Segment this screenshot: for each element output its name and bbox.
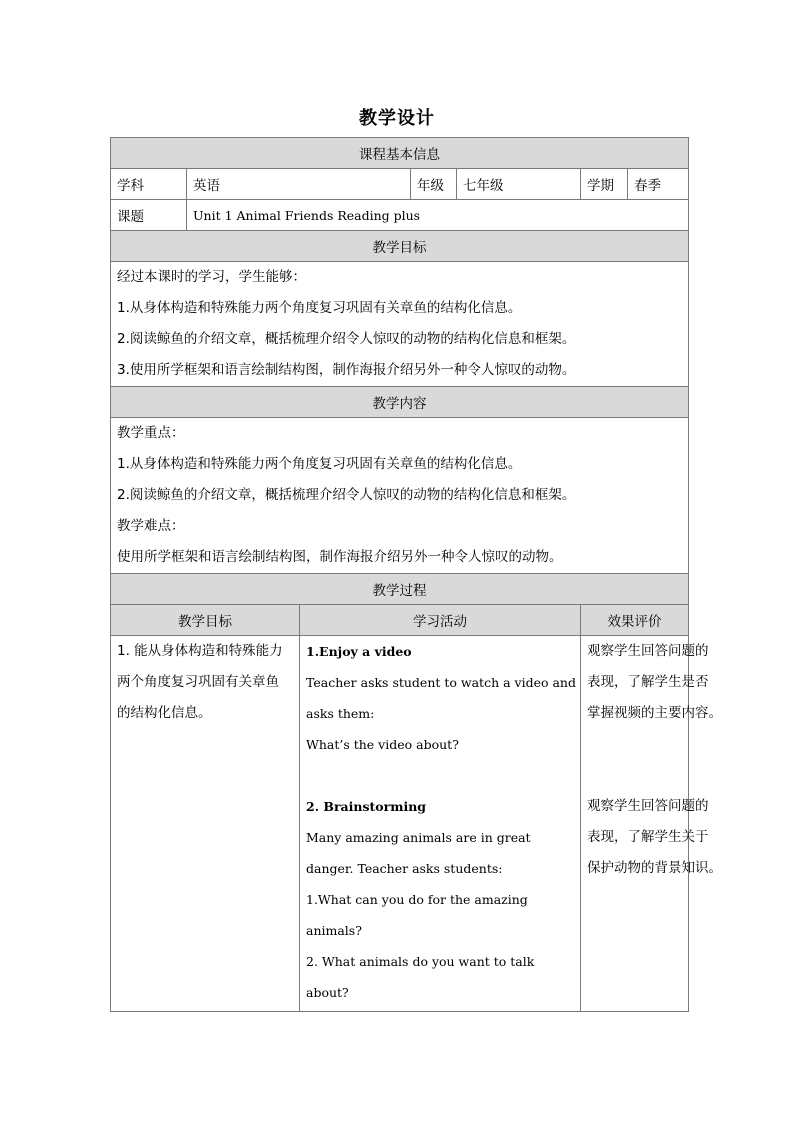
- evaluation-line: 观察学生回答问题的: [587, 798, 709, 814]
- activity-title: 2. Brainstorming: [306, 799, 427, 814]
- subject-value: 英语: [187, 169, 411, 200]
- activity-line: danger. Teacher asks students:: [306, 861, 503, 876]
- objectives-intro: 经过本课时的学习，学生能够：: [117, 269, 306, 285]
- difficult-point-item: 使用所学框架和语言绘制结构图，制作海报介绍另外一种令人惊叹的动物。: [117, 549, 563, 565]
- difficult-points-label: 教学难点：: [117, 518, 185, 534]
- goal-line: 的结构化信息。: [117, 705, 212, 721]
- section-header-objectives: 教学目标: [111, 231, 689, 262]
- objectives-cell: [111, 262, 689, 387]
- grade-label: 年级: [411, 169, 457, 200]
- spacer: [306, 760, 574, 791]
- topic-label: 课题: [111, 200, 187, 231]
- lesson-plan-table: [110, 137, 722, 1012]
- section-header-basic-info: 课程基本信息: [111, 138, 689, 169]
- key-point-item: 1.从身体构造和特殊能力两个角度复习巩固有关章鱼的结构化信息。: [117, 456, 522, 472]
- activity-line: 2. What animals do you want to talk: [306, 954, 535, 969]
- evaluation-line: 保护动物的背景知识。: [587, 860, 722, 876]
- document-title: 教学设计: [359, 108, 435, 129]
- goal-line: 两个角度复习巩固有关章鱼: [117, 674, 279, 690]
- activity-line: What’s the video about?: [306, 737, 459, 752]
- spacer: [587, 729, 682, 760]
- process-activity-cell: [300, 636, 581, 1012]
- key-point-item: 2.阅读鲸鱼的介绍文章，概括梳理介绍令人惊叹的动物的结构化信息和框架。: [117, 487, 576, 503]
- activity-line: asks them:: [306, 706, 375, 721]
- evaluation-line: 表现，了解学生是否: [587, 674, 709, 690]
- activity-line: Teacher asks student to watch a video and: [306, 675, 576, 690]
- topic-value: Unit 1 Animal Friends Reading plus: [187, 200, 689, 231]
- activity-line: 1.What can you do for the amazing: [306, 892, 528, 907]
- subject-label: 学科: [111, 169, 187, 200]
- evaluation-line: 掌握视频的主要内容。: [587, 705, 722, 721]
- spacer: [587, 760, 682, 791]
- objective-item: 2.阅读鲸鱼的介绍文章，概括梳理介绍令人惊叹的动物的结构化信息和框架。: [117, 331, 576, 347]
- process-evaluation-cell: [581, 636, 722, 1012]
- goal-line: 1. 能从身体构造和特殊能力: [117, 643, 283, 659]
- grade-value: 七年级: [457, 169, 581, 200]
- term-label: 学期: [581, 169, 628, 200]
- objective-item: 3.使用所学框架和语言绘制结构图，制作海报介绍另外一种令人惊叹的动物。: [117, 362, 576, 378]
- activity-title: 1.Enjoy a video: [306, 644, 412, 659]
- activity-line: about?: [306, 985, 349, 1000]
- evaluation-line: 观察学生回答问题的: [587, 643, 709, 659]
- content-cell: [111, 418, 689, 574]
- activity-line: animals?: [306, 923, 362, 938]
- process-goal-cell: [111, 636, 300, 1012]
- section-header-content: 教学内容: [111, 387, 689, 418]
- activity-line: Many amazing animals are in great: [306, 830, 531, 845]
- term-value: 春季: [628, 169, 689, 200]
- process-header-evaluation: 效果评价: [581, 605, 689, 636]
- evaluation-line: 表现，了解学生关于: [587, 829, 709, 845]
- process-header-activity: 学习活动: [300, 605, 581, 636]
- section-header-process: 教学过程: [111, 574, 689, 605]
- key-points-label: 教学重点：: [117, 425, 185, 441]
- objective-item: 1.从身体构造和特殊能力两个角度复习巩固有关章鱼的结构化信息。: [117, 300, 522, 316]
- process-header-goal: 教学目标: [111, 605, 300, 636]
